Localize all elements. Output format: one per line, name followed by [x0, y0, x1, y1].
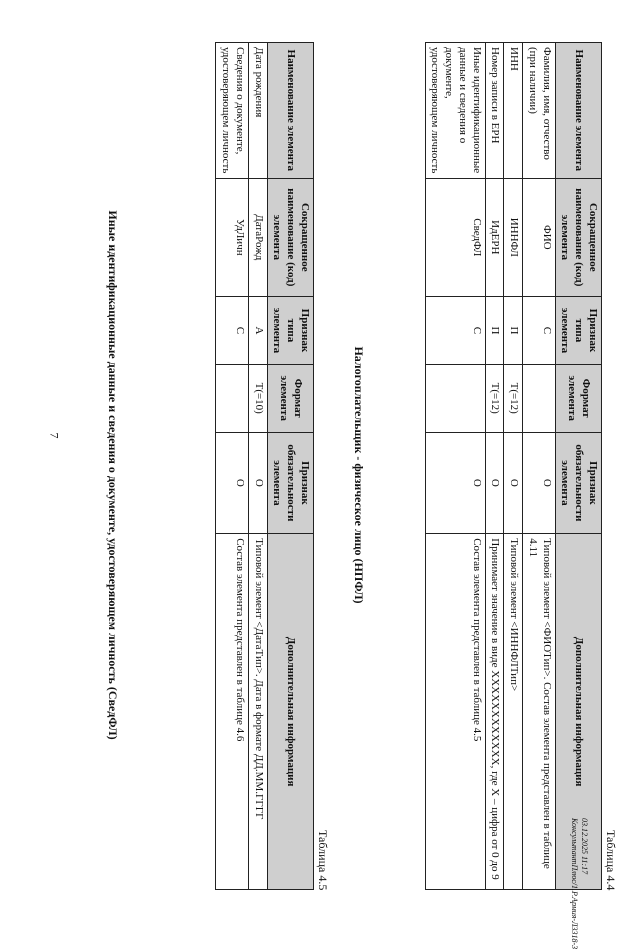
table-4-4-label: Таблица 4.4 [604, 830, 618, 891]
table-cell: Принимает значение в виде XXXXXXXXXXXX, где X – цифра от 0 до 9 [485, 534, 504, 890]
column-header: Сокращенное наименование (код) элемента [555, 178, 601, 297]
table-cell [523, 364, 556, 432]
column-header: Признак обязательности элемента [555, 432, 601, 534]
table-row [523, 43, 556, 890]
table-cell: T(=12) [504, 364, 523, 432]
table-cell: Фамилия, имя, отчество (при наличии) [523, 43, 556, 179]
table-cell: О [504, 432, 523, 534]
column-header: Сокращенное наименование (код) элемента [267, 178, 313, 297]
table-cell: П [504, 297, 523, 365]
table-cell: Состав элемента представлен в таблице 4.6 [216, 534, 249, 890]
table-cell: О [523, 432, 556, 534]
table-cell: Иные идентификационные данные и сведения о документе, удостоверяющем личность [425, 43, 485, 179]
table-4-4 [425, 42, 602, 890]
table-cell: ИдЕРН [485, 178, 504, 297]
table-cell: ДатаРожд [249, 178, 268, 297]
print-stamp [570, 818, 589, 949]
page-number: 7 [47, 432, 62, 439]
table-cell: Типовой элемент <ИННФЛТип> [504, 534, 523, 890]
table-cell [216, 364, 249, 432]
table-cell: С [216, 297, 249, 365]
table-cell: Сведения о документе, удостоверяющем личность [216, 43, 249, 179]
column-header: Признак типа элемента [267, 297, 313, 365]
table-row [249, 43, 268, 890]
table-cell: О [216, 432, 249, 534]
table-cell: Дата рождения [249, 43, 268, 179]
table-4-4-caption: Налогоплательщик - физическое лицо (НПФЛ) [352, 346, 366, 604]
table-cell: А [249, 297, 268, 365]
table-cell: О [485, 432, 504, 534]
table-4-5 [216, 42, 315, 890]
table-cell: С [523, 297, 556, 365]
table-header-row [267, 43, 313, 890]
column-header: Наименование элемента [267, 43, 313, 179]
table-header-row [555, 43, 601, 890]
table-cell: С [425, 297, 485, 365]
table-row [504, 43, 523, 890]
table-row [216, 43, 249, 890]
column-header: Дополнительная информация [267, 534, 313, 890]
rotated-content [100, 40, 620, 900]
table-row [485, 43, 504, 890]
table-cell [425, 364, 485, 432]
table-cell: Типовой элемент <ФИОТип>. Состав элемента представлен в таблице 4.11 [523, 534, 556, 890]
table-4-5-label: Таблица 4.5 [316, 830, 330, 891]
stamp-date: 03.12.2025 11:17 [580, 818, 589, 875]
table-cell: Типовой элемент <ДатаТип>. Дата в формате ДД.ММ.ГГГГ [249, 534, 268, 890]
table-cell: П [485, 297, 504, 365]
stamp-source: КонсультантПлюс/1.Р.Армия-ЛЗ318-3 [570, 818, 580, 949]
column-header: Признак типа элемента [555, 297, 601, 365]
table-cell: ФИО [523, 178, 556, 297]
table-cell: О [425, 432, 485, 534]
table-cell: T(=10) [249, 364, 268, 432]
table-cell: УдЛичн [216, 178, 249, 297]
table-cell: ИННФЛ [504, 178, 523, 297]
table-cell: О [249, 432, 268, 534]
column-header: Формат элемента [267, 364, 313, 432]
table-row [425, 43, 485, 890]
table-cell: Номер записи в ЕРН [485, 43, 504, 179]
table-cell: Состав элемента представлен в таблице 4.5 [425, 534, 485, 890]
column-header: Признак обязательности элемента [267, 432, 313, 534]
column-header: Дополнительная информация [555, 534, 601, 890]
column-header: Формат элемента [555, 364, 601, 432]
table-cell: ИНН [504, 43, 523, 179]
table-4-5-caption: Иные идентификационные данные и сведения о документе, удостоверяющем личность (СведФЛ) [106, 210, 120, 740]
table-cell: СведФЛ [425, 178, 485, 297]
table-cell: T(=12) [485, 364, 504, 432]
column-header: Наименование элемента [555, 43, 601, 179]
